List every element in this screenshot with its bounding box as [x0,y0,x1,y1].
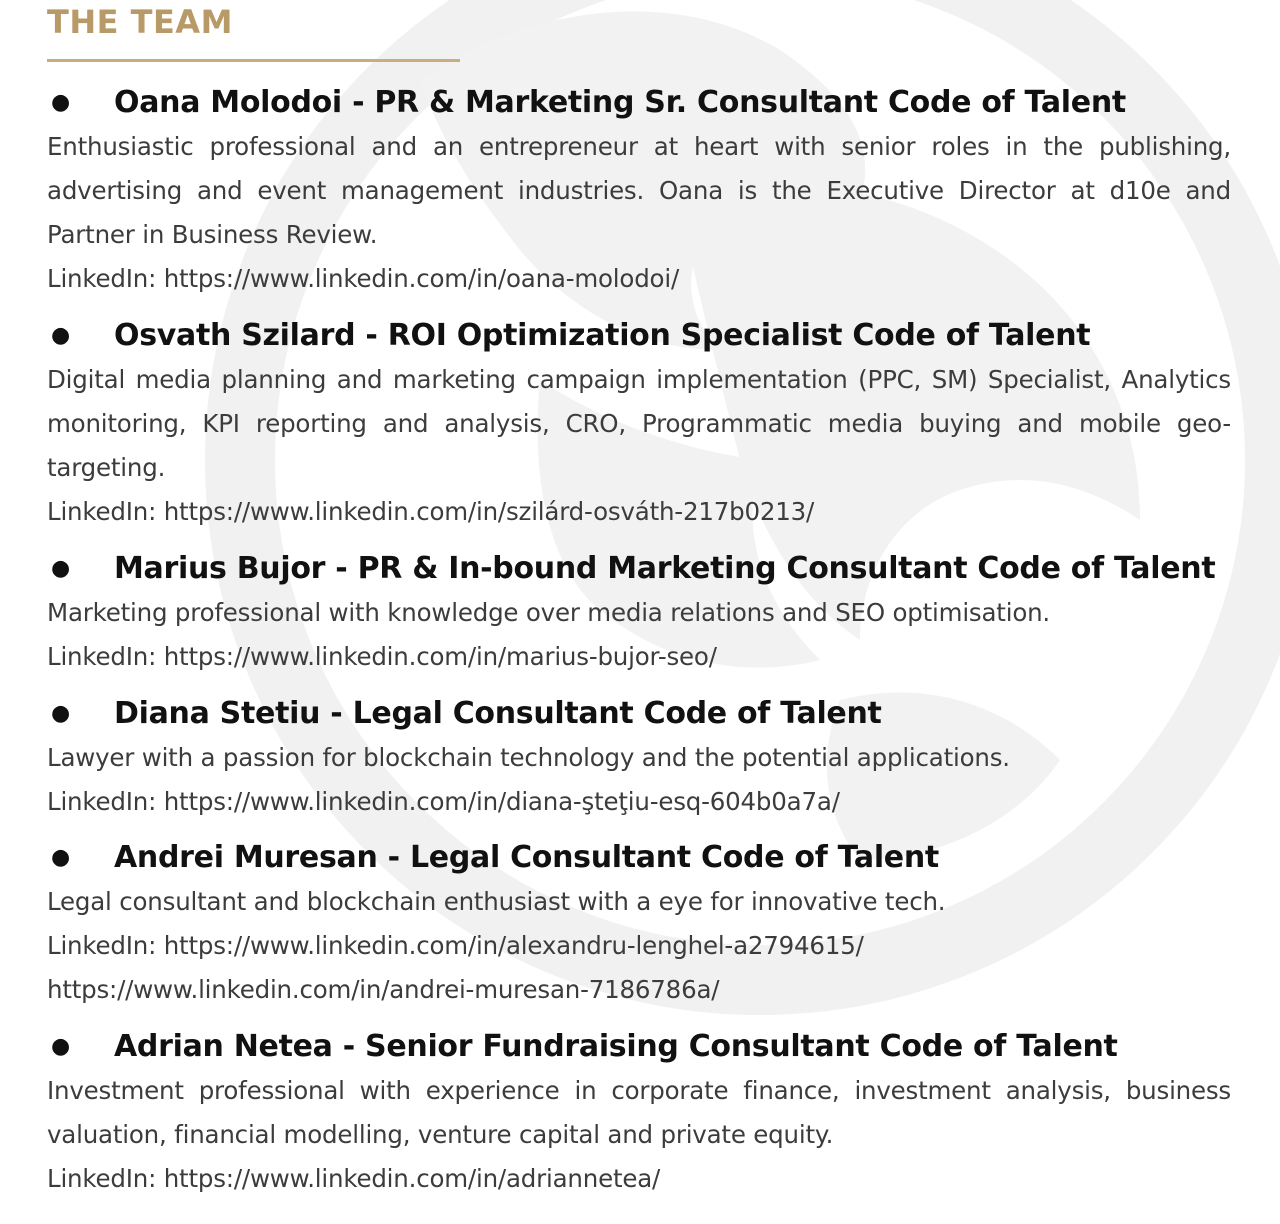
member-heading [47,696,1231,736]
bullet-icon: ● [51,556,71,581]
member-heading [47,318,1231,358]
linkedin-link[interactable]: LinkedIn: https://www.linkedin.com/in/szilárd-osváth-217b0213/ [47,497,815,526]
bullet-icon: ● [51,701,71,726]
member-title: Andrei Muresan - Legal Consultant Code of Talent [114,840,939,875]
team-member [47,840,1231,1012]
member-heading [47,840,1231,880]
member-title: Adrian Netea - Senior Fundraising Consultant Code of Talent [114,1029,1118,1064]
member-description: Lawyer with a passion for blockchain technology and the potential applications. [47,743,1010,772]
member-description: Legal consultant and blockchain enthusiast with a eye for innovative tech. [47,887,946,916]
section-title: THE TEAM [47,3,233,41]
member-title: Diana Stetiu - Legal Consultant Code of Talent [114,696,882,731]
linkedin-link[interactable]: LinkedIn: https://www.linkedin.com/in/adriannetea/ [47,1164,661,1193]
member-description: Marketing professional with knowledge over media relations and SEO optimisation. [47,598,1051,627]
title-divider [47,59,460,62]
bullet-icon: ● [51,1034,71,1059]
bullet-icon: ● [51,845,71,870]
member-description: Digital media planning and marketing campaign implementation (PPC, SM) Specialist, Analytics monitoring, KPI reporting and analysis, CRO, Programmatic media buying and mobile geo-targeting. [47,365,1231,482]
member-heading [47,85,1231,125]
member-description: Enthusiastic professional and an entrepreneur at heart with senior roles in the publishing, advertising and event management industries. Oana is the Executive Director at d10e and Partner in Business Review. [47,132,1231,249]
linkedin-link[interactable]: LinkedIn: https://www.linkedin.com/in/diana-şteţiu-esq-604b0a7a/ [47,787,840,816]
linkedin-link[interactable]: LinkedIn: https://www.linkedin.com/in/marius-bujor-seo/ [47,642,717,671]
linkedin-link-secondary[interactable]: https://www.linkedin.com/in/andrei-muresan-7186786a/ [47,975,720,1004]
member-title: Marius Bujor - PR & In-bound Marketing Consultant Code of Talent [114,551,1216,586]
team-member [47,318,1231,534]
linkedin-link[interactable]: LinkedIn: https://www.linkedin.com/in/oana-molodoi/ [47,264,680,293]
linkedin-link[interactable]: LinkedIn: https://www.linkedin.com/in/alexandru-lenghel-a2794615/ [47,931,864,960]
team-member [47,85,1231,301]
bullet-icon: ● [51,90,71,115]
team-member [47,1029,1231,1201]
member-title: Oana Molodoi - PR & Marketing Sr. Consultant Code of Talent [114,85,1126,120]
member-description: Investment professional with experience in corporate finance, investment analysis, business valuation, financial modelling, venture capital and private equity. [47,1076,1231,1149]
bullet-icon: ● [51,323,71,348]
member-title: Osvath Szilard - ROI Optimization Specialist Code of Talent [114,318,1091,353]
member-heading [47,551,1231,591]
team-member [47,696,1231,824]
team-member [47,551,1231,679]
member-heading [47,1029,1231,1069]
